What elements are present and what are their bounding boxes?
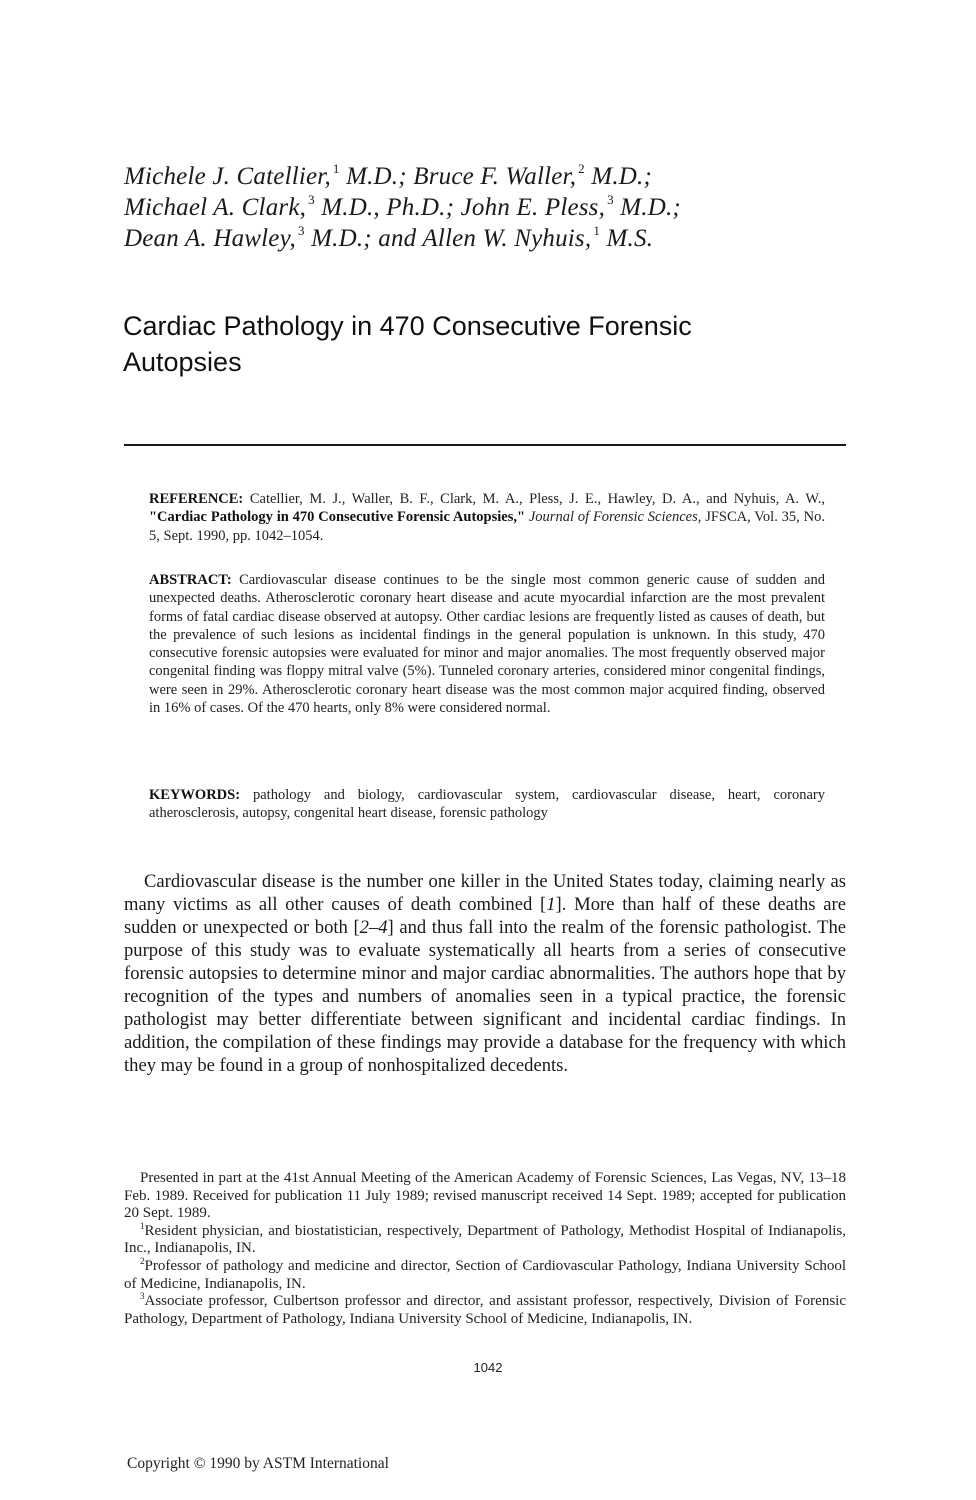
author-degree: M.D.;	[613, 194, 681, 221]
intro-paragraph	[124, 870, 846, 1077]
reference-citation: JFSCA, Vol. 35, No. 5, Sept. 1990, pp. 1042–1054.	[149, 509, 825, 544]
reference-paragraph	[149, 490, 825, 545]
footnote	[124, 1170, 846, 1223]
affiliation-marker: 3	[308, 192, 315, 207]
author-name: John E. Pless,	[460, 194, 606, 221]
keywords-text: pathology and biology, cardiovascular system, cardiovascular disease, heart, coronary atherosclerosis, autopsy, congenital heart disease, forensic pathology	[149, 787, 825, 822]
author-degree: M.D.; and	[304, 225, 423, 252]
author-line	[124, 161, 884, 192]
section-divider	[124, 444, 846, 446]
footnote	[124, 1220, 846, 1258]
copyright-notice: Copyright © 1990 by ASTM International	[127, 1455, 389, 1472]
author-line	[124, 192, 884, 223]
body-text-segment: ] and thus fall into the realm of the forensic pathologist. The purpose of this study was to evaluate systematically all hearts from a series of consecutive forensic autopsies to determine minor and major cardiac abnormalities. The authors hope that by recognition of the types and numbers of anomalies seen in a typical practice, the forensic pathologist may better differentiate between significant and incidental cardiac findings. In addition, the compilation of these findings may provide a database for the frequency with which they may be found in a group of nonhospitalized decedents.	[124, 917, 847, 1076]
title-line: Cardiac Pathology in 470 Consecutive Forensic	[123, 311, 692, 341]
reference-authors: Catellier, M. J., Waller, B. F., Clark, M. A., Pless, J. E., Hawley, D. A., and Nyhuis, A. W.,	[243, 491, 825, 507]
footnote-text: Associate professor, Culbertson professor and director, and assistant professor, respectively, Division of Forensic Pathology, Department of Pathology, Indiana University School of Medicine, Indianapolis, IN.	[124, 1293, 846, 1327]
citation-ref: 2–4	[359, 917, 388, 938]
footnote-text: Professor of pathology and medicine and director, Section of Cardiovascular Pathology, Indiana University School of Medicine, Indianapolis, IN.	[124, 1257, 846, 1292]
footnote	[124, 1255, 846, 1293]
affiliation-marker: 3	[297, 223, 305, 238]
affiliation-marker: 3	[607, 192, 614, 207]
author-name: Michele J. Catellier,	[124, 163, 331, 190]
title-line: Autopsies	[123, 347, 242, 377]
footnote	[124, 1293, 846, 1328]
affiliation-marker: 1	[593, 223, 601, 238]
author-degree: M.D., Ph.D.;	[314, 194, 461, 221]
author-degree: M.S.	[600, 225, 654, 252]
author-name: Dean A. Hawley,	[124, 225, 296, 252]
keywords-paragraph	[149, 786, 825, 823]
author-name: Michael A. Clark,	[124, 194, 307, 221]
article-title	[123, 308, 823, 380]
author-degree: M.D.;	[339, 163, 414, 190]
abstract-paragraph	[149, 571, 825, 717]
author-degree: M.D.;	[584, 163, 653, 190]
footnote-text: Resident physician, and biostatistician, respectively, Department of Pathology, Methodist Hospital of Indianapolis, Inc., Indianapolis, IN.	[124, 1222, 846, 1257]
keywords-label: KEYWORDS:	[149, 787, 241, 803]
citation-ref: 1	[546, 894, 556, 915]
reference-label: REFERENCE:	[149, 491, 244, 507]
abstract-text: Cardiovascular disease continues to be the single most common generic cause of sudden and unexpected deaths. Atherosclerotic coronary heart disease and acute myocardial infarction are the most prevalent forms of fatal cardiac disease observed at autopsy. Other cardiac lesions are frequently listed as causes of death, but the prevalence of such lesions as incidental findings in the general population is unknown. In this study, 470 consecutive forensic autopsies were evaluated for minor and major anomalies. The most frequently observed major congenital finding was floppy mitral valve (5%). Tunneled coronary arteries, considered minor congenital findings, were seen in 29%. Atherosclerotic coronary heart disease was the most common major acquired finding, observed in 16% of cases. Of the 470 hearts, only 8% were considered normal.	[149, 572, 825, 717]
author-list	[124, 161, 884, 254]
page-number: 1042	[473, 1360, 503, 1375]
footnote-text: Presented in part at the 41st Annual Meeting of the American Academy of Forensic Sciences, Las Vegas, NV, 13–18 Feb. 1989. Received for publication 11 July 1989; revised manuscript received 14 Sept. 1989; accepted for publication 20 Sept. 1989.	[124, 1170, 846, 1222]
affiliation-marker: 1	[332, 161, 340, 176]
body-text-segment: Cardiovascular disease is the number one killer in the United States today, claiming nearly as many victims as all other causes of death combined [	[124, 871, 846, 915]
footnotes	[124, 1170, 846, 1328]
footnote-marker: 3	[140, 1291, 145, 1302]
author-name: Bruce F. Waller,	[413, 163, 577, 190]
author-name: Allen W. Nyhuis,	[422, 225, 592, 252]
footnote-marker: 2	[140, 1255, 145, 1266]
abstract-label: ABSTRACT:	[149, 572, 232, 588]
body-text-segment: ]. More than half of these deaths are sudden or unexpected or both [	[124, 894, 847, 938]
reference-journal: Journal of Forensic Sciences,	[525, 509, 702, 526]
footnote-marker: 1	[140, 1220, 145, 1231]
author-line	[124, 223, 884, 254]
reference-article-title: "Cardiac Pathology in 470 Consecutive Forensic Autopsies,"	[149, 509, 526, 526]
affiliation-marker: 2	[578, 161, 585, 176]
